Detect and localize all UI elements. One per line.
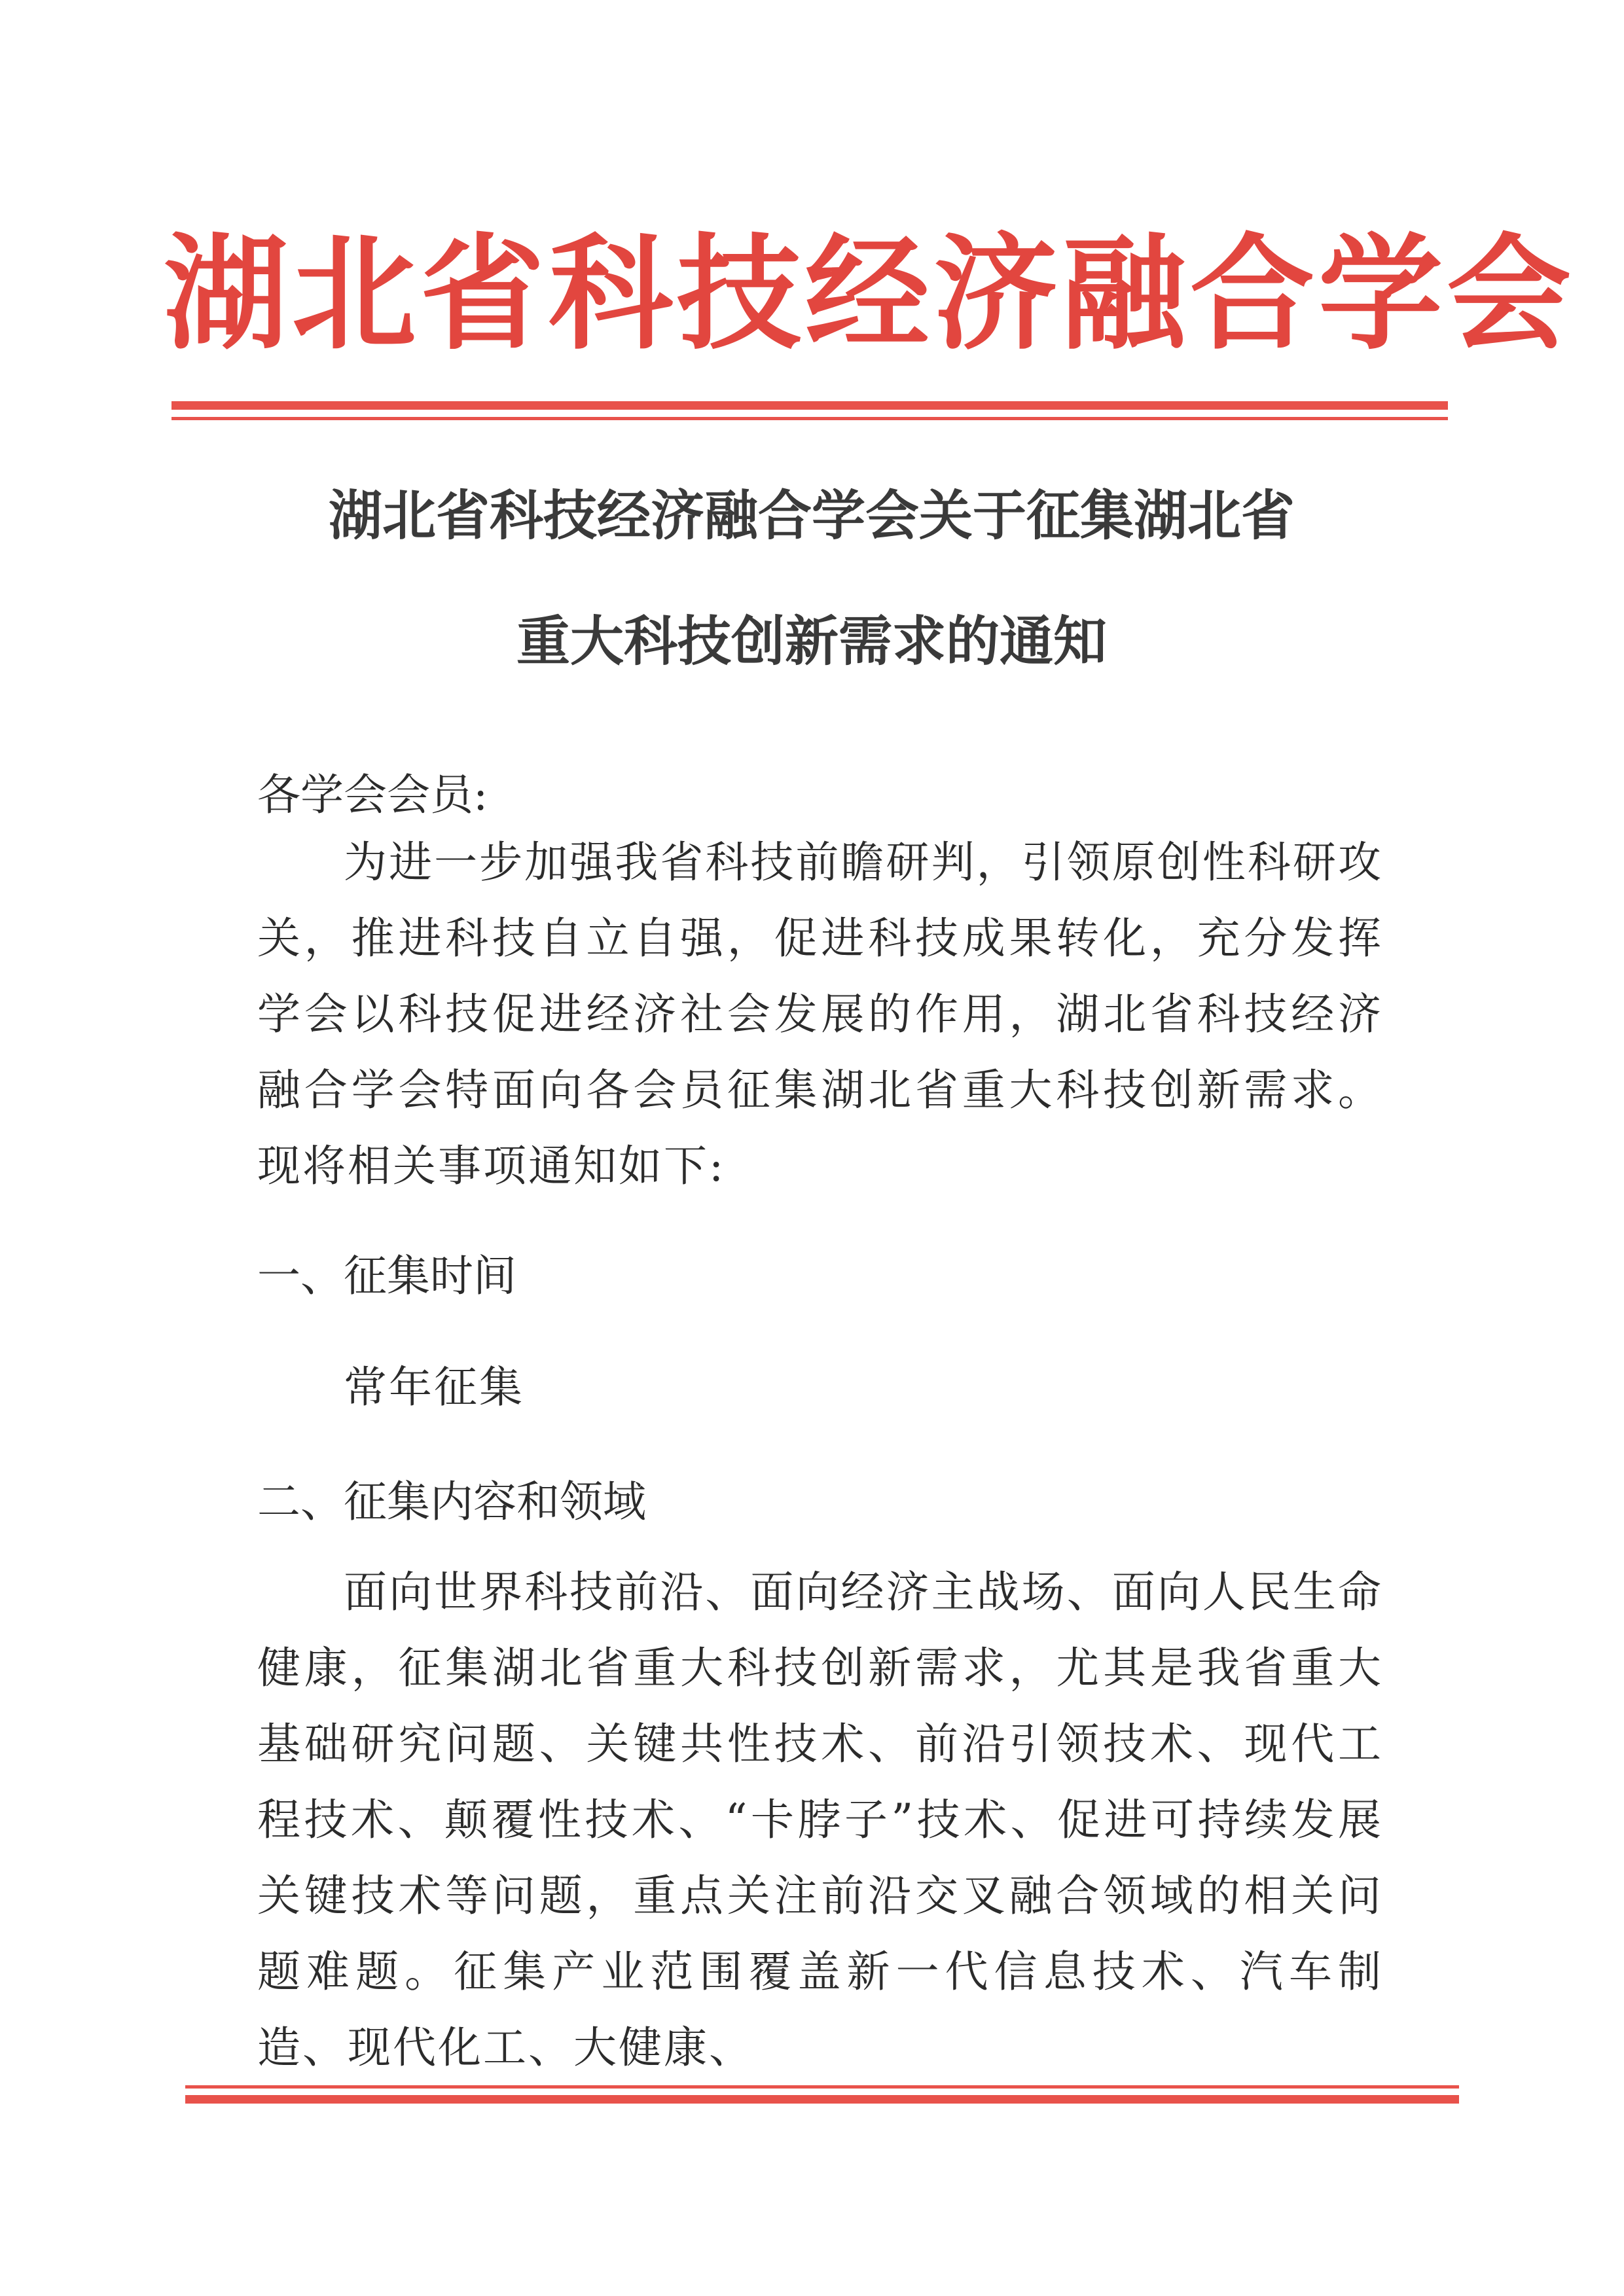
notice-title-line-2: 重大科技创新需求的通知 (516, 610, 1107, 673)
section-2-heading: 二、征集内容和领域 (257, 1477, 646, 1527)
section-1-content: 常年征集 (344, 1362, 524, 1412)
footer-rule-thick (185, 2095, 1459, 2104)
section-2-paragraph: 面向世界科技前沿、面向经济主战场、面向人民生命健康，征集湖北省重大科技创新需求，尤其是我省重大基础研究问题、关键共性技术、前沿引领技术、现代工程技术、颠覆性技术、“卡脖子”技术、促进可持续发展关键技术等问题，重点关注前沿交叉融合领域的相关问题难题。征集产业范围覆盖新一代信息技术、汽车制造、现代化工、大健康、 (257, 1567, 1383, 2073)
footer-rule-thin (185, 2085, 1459, 2089)
section-1-heading: 一、征集时间 (257, 1251, 516, 1301)
intro-paragraph: 为进一步加强我省科技前瞻研判，引领原创性科研攻关，推进科技自立自强，促进科技成果转化，充分发挥学会以科技促进经济社会发展的作用，湖北省科技经济融合学会特面向各会员征集湖北省重大科技创新需求。现将相关事项通知如下: (257, 837, 1383, 1191)
notice-title-line-1: 湖北省科技经济融合学会关于征集湖北省 (328, 484, 1295, 547)
masthead-title: 湖北省科技经济融合学会 (164, 222, 1576, 367)
salutation: 各学会会员: (257, 770, 488, 820)
masthead-rule-thin (171, 417, 1448, 420)
masthead-rule-thick (171, 401, 1448, 410)
